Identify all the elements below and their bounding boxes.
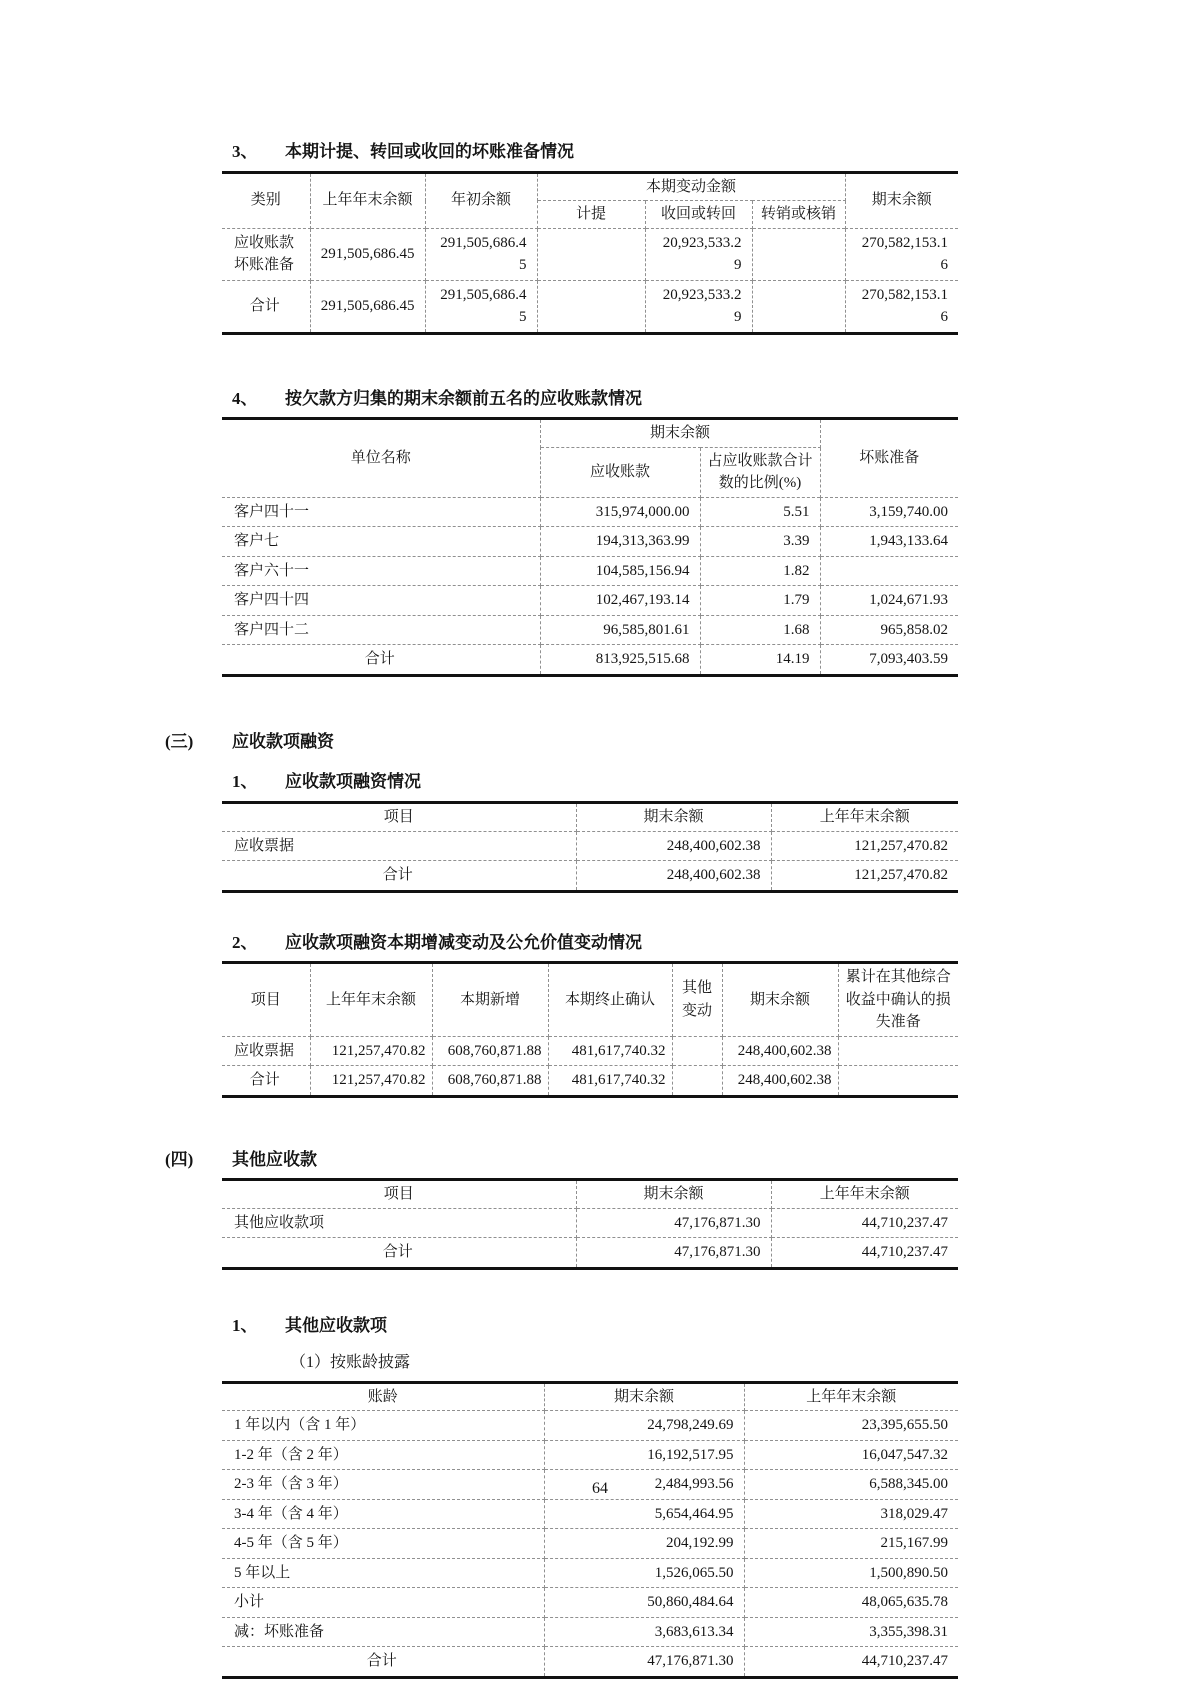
provision-change-table-header — [222, 172, 958, 228]
financing-change-table-header — [222, 963, 958, 1037]
cell-value: 5.51 — [700, 497, 820, 527]
cell-value: 813,925,515.68 — [540, 645, 700, 676]
col-header-receivable: 应收账款 — [540, 447, 700, 497]
section-c-heading — [165, 730, 1200, 755]
col-header-prev-year-end: 上年年末余额 — [310, 172, 425, 228]
other-receivables-summary-table-header — [222, 1180, 958, 1209]
col-header-category: 类别 — [222, 172, 310, 228]
table-row — [222, 645, 958, 676]
cell-value: 121,257,470.82 — [771, 831, 958, 861]
cell-value: 3.39 — [700, 527, 820, 557]
section4-heading — [232, 387, 1200, 412]
row-label: 合计 — [222, 861, 576, 892]
cell-value: 7,093,403.59 — [820, 645, 958, 676]
section-c1-title: 应收款项融资情况 — [285, 772, 421, 792]
cell-value: 3,683,613.34 — [544, 1617, 744, 1647]
financing-summary-table — [222, 801, 958, 893]
row-label: 客户七 — [222, 527, 540, 557]
cell-value — [537, 280, 645, 333]
col-header-period-end: 期末余额 — [845, 172, 958, 228]
table-row — [222, 831, 958, 861]
col-header-period-end: 期末余额 — [544, 1382, 744, 1411]
section3-number: 3、 — [232, 142, 258, 161]
provision-change-table-body — [222, 228, 958, 333]
row-label: 5 年以上 — [222, 1558, 544, 1588]
row-label: 1-2 年（含 2 年） — [222, 1440, 544, 1470]
row-label: 1 年以内（含 1 年） — [222, 1411, 544, 1441]
aging-caption: （1）按账龄披露 — [290, 1354, 411, 1372]
table-row — [222, 1617, 958, 1647]
cell-value: 104,585,156.94 — [540, 556, 700, 586]
cell-value: 44,710,237.47 — [771, 1238, 958, 1269]
cell-value: 50,860,484.64 — [544, 1588, 744, 1618]
cell-value: 608,760,871.88 — [432, 1066, 548, 1097]
row-label: 减：坏账准备 — [222, 1617, 544, 1647]
col-header-item: 项目 — [222, 803, 576, 832]
row-label: 3-4 年（含 4 年） — [222, 1499, 544, 1529]
section-d-heading — [165, 1148, 1200, 1173]
cell-value: 248,400,602.38 — [576, 861, 771, 892]
cell-value: 608,760,871.88 — [432, 1036, 548, 1066]
col-header-item: 项目 — [222, 963, 310, 1037]
cell-value: 96,585,801.61 — [540, 615, 700, 645]
financing-summary-table-header — [222, 803, 958, 832]
col-header-accumulated-loss: 累计在其他综合收益中确认的损失准备 — [838, 963, 958, 1037]
section-c2-heading — [232, 931, 1200, 956]
cell-value: 1,500,890.50 — [744, 1558, 958, 1588]
cell-value — [838, 1036, 958, 1066]
section-c2-title: 应收款项融资本期增减变动及公允价值变动情况 — [285, 932, 642, 952]
cell-value: 1,943,133.64 — [820, 527, 958, 557]
cell-value: 248,400,602.38 — [722, 1066, 838, 1097]
section3-heading — [232, 140, 1200, 165]
col-header-accrual: 计提 — [537, 201, 645, 229]
top5-receivables-table-header — [222, 419, 958, 498]
table-row — [222, 1588, 958, 1618]
cell-value — [672, 1036, 722, 1066]
col-header-item: 项目 — [222, 1180, 576, 1209]
cell-value: 1,526,065.50 — [544, 1558, 744, 1588]
cell-value — [820, 556, 958, 586]
row-label: 其他应收款项 — [222, 1208, 576, 1238]
col-header-new-added: 本期新增 — [432, 963, 548, 1037]
row-label: 2-3 年（含 3 年） — [222, 1470, 544, 1500]
cell-value — [537, 228, 645, 280]
table-row — [222, 1036, 958, 1066]
cell-value: 47,176,871.30 — [576, 1208, 771, 1238]
financing-summary-table-wrap — [222, 801, 1200, 893]
section-c1-heading — [232, 770, 1200, 795]
cell-value: 6,588,345.00 — [744, 1470, 958, 1500]
cell-value: 270,582,153.16 — [845, 280, 958, 333]
cell-value: 48,065,635.78 — [744, 1588, 958, 1618]
cell-value: 248,400,602.38 — [576, 831, 771, 861]
section-d1-title: 其他应收款项 — [285, 1315, 387, 1335]
row-label: 合计 — [222, 1647, 544, 1678]
cell-value: 204,192.99 — [544, 1529, 744, 1559]
cell-value: 1,024,671.93 — [820, 586, 958, 616]
cell-value: 44,710,237.47 — [744, 1647, 958, 1678]
cell-value: 315,974,000.00 — [540, 497, 700, 527]
col-header-prev-year-end: 上年年末余额 — [744, 1382, 958, 1411]
table-row — [222, 1208, 958, 1238]
col-header-write-off: 转销或核销 — [752, 201, 845, 229]
table-row — [222, 1558, 958, 1588]
top5-receivables-table-body — [222, 497, 958, 675]
other-receivables-summary-table-body — [222, 1208, 958, 1268]
row-label: 合计 — [222, 280, 310, 333]
row-label: 客户四十一 — [222, 497, 540, 527]
section-d-title: 其他应收款 — [232, 1149, 317, 1169]
section-c-number: (三) — [165, 731, 194, 751]
cell-value: 102,467,193.14 — [540, 586, 700, 616]
col-header-period-end: 期末余额 — [576, 1180, 771, 1209]
financing-change-table — [222, 961, 958, 1098]
cell-value: 481,617,740.32 — [548, 1066, 672, 1097]
section-d1-heading — [232, 1314, 1200, 1339]
table-row — [222, 497, 958, 527]
row-label: 客户四十四 — [222, 586, 540, 616]
provision-change-table-wrap — [222, 171, 1200, 335]
cell-value: 291,505,686.45 — [425, 280, 537, 333]
other-receivables-summary-table — [222, 1178, 958, 1270]
cell-value: 20,923,533.29 — [645, 228, 752, 280]
table-row — [222, 1499, 958, 1529]
cell-value: 291,505,686.45 — [425, 228, 537, 280]
section-d1-number: 1、 — [232, 1315, 258, 1335]
col-header-prev-year-end: 上年年末余额 — [771, 1180, 958, 1209]
cell-value: 270,582,153.16 — [845, 228, 958, 280]
section-c1-number: 1、 — [232, 772, 258, 792]
provision-change-table — [222, 171, 958, 335]
row-label: 应收票据 — [222, 1036, 310, 1066]
aging-table-header — [222, 1382, 958, 1411]
cell-value: 47,176,871.30 — [544, 1647, 744, 1678]
table-row — [222, 861, 958, 892]
table-row — [222, 615, 958, 645]
cell-value: 16,047,547.32 — [744, 1440, 958, 1470]
col-header-prev-year-end: 上年年末余额 — [771, 803, 958, 832]
table-row — [222, 228, 958, 280]
cell-value: 44,710,237.47 — [771, 1208, 958, 1238]
cell-value: 965,858.02 — [820, 615, 958, 645]
col-header-other-change: 其他变动 — [672, 963, 722, 1037]
col-header-change-group: 本期变动金额 — [537, 172, 845, 201]
cell-value: 318,029.47 — [744, 1499, 958, 1529]
table-row — [222, 556, 958, 586]
cell-value: 24,798,249.69 — [544, 1411, 744, 1441]
cell-value: 121,257,470.82 — [310, 1036, 432, 1066]
col-header-ratio: 占应收账款合计数的比例(%) — [700, 447, 820, 497]
cell-value: 47,176,871.30 — [576, 1238, 771, 1269]
section4-title: 按欠款方归集的期末余额前五名的应收账款情况 — [285, 388, 642, 408]
table-row — [222, 1529, 958, 1559]
cell-value: 291,505,686.45 — [310, 280, 425, 333]
row-label: 客户六十一 — [222, 556, 540, 586]
cell-value: 1.82 — [700, 556, 820, 586]
cell-value: 1.68 — [700, 615, 820, 645]
cell-value: 2,484,993.56 — [544, 1470, 744, 1500]
cell-value: 121,257,470.82 — [771, 861, 958, 892]
table-row — [222, 527, 958, 557]
cell-value — [752, 228, 845, 280]
col-header-prev-year-end: 上年年末余额 — [310, 963, 432, 1037]
col-header-period-end-group: 期末余额 — [540, 419, 820, 448]
col-header-recover: 收回或转回 — [645, 201, 752, 229]
col-header-aging: 账龄 — [222, 1382, 544, 1411]
cell-value: 3,355,398.31 — [744, 1617, 958, 1647]
section4-number: 4、 — [232, 388, 258, 408]
financing-summary-table-body — [222, 831, 958, 891]
table-row — [222, 1411, 958, 1441]
cell-value — [838, 1066, 958, 1097]
row-label: 合计 — [222, 1066, 310, 1097]
cell-value: 248,400,602.38 — [722, 1036, 838, 1066]
aging-table-body — [222, 1411, 958, 1678]
col-header-period-end: 期末余额 — [576, 803, 771, 832]
table-row — [222, 280, 958, 333]
row-label: 应收账款坏账准备 — [222, 228, 310, 280]
cell-value: 1.79 — [700, 586, 820, 616]
table-row — [222, 1066, 958, 1097]
table-row — [222, 586, 958, 616]
row-label: 应收票据 — [222, 831, 576, 861]
other-receivables-summary-table-wrap — [222, 1178, 1200, 1270]
cell-value: 5,654,464.95 — [544, 1499, 744, 1529]
row-label: 客户四十二 — [222, 615, 540, 645]
cell-value: 20,923,533.29 — [645, 280, 752, 333]
aging-table — [222, 1381, 958, 1679]
top5-receivables-table-wrap — [222, 417, 1200, 677]
cell-value: 121,257,470.82 — [310, 1066, 432, 1097]
section-d-number: (四) — [165, 1149, 194, 1169]
table-row — [222, 1238, 958, 1269]
row-label: 合计 — [222, 645, 540, 676]
row-label: 合计 — [222, 1238, 576, 1269]
row-label: 小计 — [222, 1588, 544, 1618]
section-c2-number: 2、 — [232, 932, 258, 952]
col-header-period-end: 期末余额 — [722, 963, 838, 1037]
financing-change-table-body — [222, 1036, 958, 1096]
cell-value: 194,313,363.99 — [540, 527, 700, 557]
cell-value: 215,167.99 — [744, 1529, 958, 1559]
col-header-entity: 单位名称 — [222, 419, 540, 498]
row-label: 4-5 年（含 5 年） — [222, 1529, 544, 1559]
col-header-provision: 坏账准备 — [820, 419, 958, 498]
cell-value: 481,617,740.32 — [548, 1036, 672, 1066]
cell-value — [752, 280, 845, 333]
table-row — [222, 1647, 958, 1678]
section-c-title: 应收款项融资 — [232, 731, 334, 751]
cell-value — [672, 1066, 722, 1097]
aging-table-wrap — [222, 1381, 1200, 1679]
col-header-derecognized: 本期终止确认 — [548, 963, 672, 1037]
page-number: 64 — [592, 1480, 608, 1497]
col-header-year-begin: 年初余额 — [425, 172, 537, 228]
cell-value: 291,505,686.45 — [310, 228, 425, 280]
cell-value: 14.19 — [700, 645, 820, 676]
section3-title: 本期计提、转回或收回的坏账准备情况 — [285, 142, 574, 161]
cell-value: 3,159,740.00 — [820, 497, 958, 527]
cell-value: 23,395,655.50 — [744, 1411, 958, 1441]
cell-value: 16,192,517.95 — [544, 1440, 744, 1470]
top5-receivables-table — [222, 417, 958, 677]
financing-change-table-wrap — [222, 961, 1200, 1098]
table-row — [222, 1440, 958, 1470]
